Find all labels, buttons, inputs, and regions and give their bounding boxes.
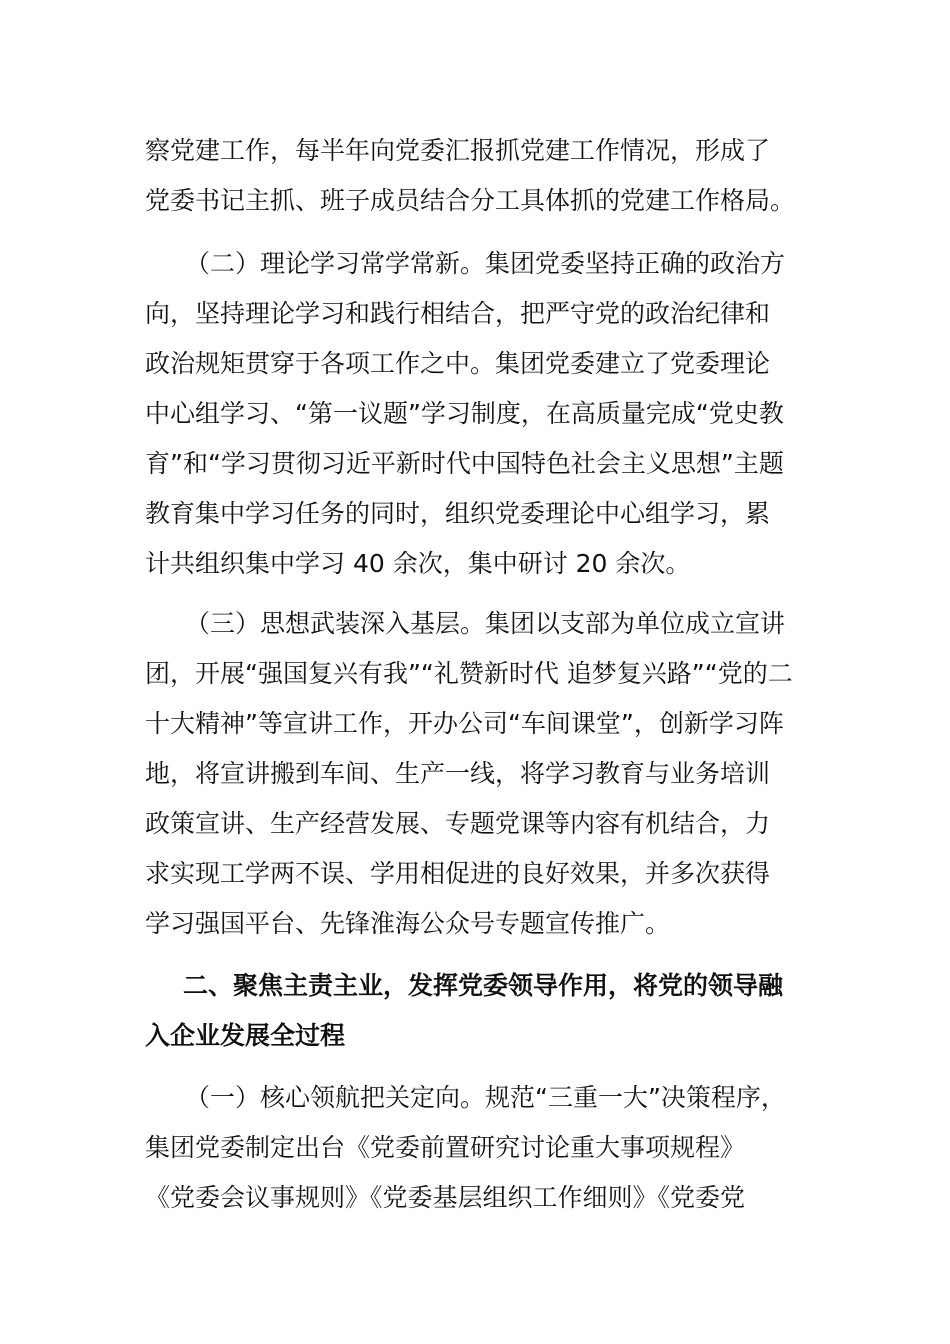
body-text-line: 教育集中学习任务的同时，组织党委理论中心组学习，累	[145, 499, 771, 528]
body-text-line: 集团党委制定出台《党委前置研究讨论重大事项规程》	[145, 1133, 746, 1162]
body-text-line: 育”和“学习贯彻习近平新时代中国特色社会主义思想”主题	[145, 449, 784, 478]
body-text-line: 政策宣讲、生产经营发展、专题党课等内容有机结合，力	[145, 809, 771, 838]
paragraph-start-line: （一）核心领航把关定向。规范“三重一大”决策程序，	[185, 1083, 786, 1112]
body-text-line: 中心组学习、“第一议题”学习制度，在高质量完成“党史教	[145, 399, 784, 428]
body-text-line: 向，坚持理论学习和践行相结合，把严守党的政治纪律和	[145, 299, 771, 328]
body-text-line: 求实现工学两不误、学用相促进的良好效果，并多次获得	[145, 859, 771, 888]
section-heading-line: 入企业发展全过程	[145, 1021, 346, 1050]
section-heading-line: 二、聚焦主责主业，发挥党委领导作用，将党的领导融	[183, 971, 784, 1000]
body-text-line: 政治规矩贯穿于各项工作之中。集团党委建立了党委理论	[145, 349, 771, 378]
body-text-line: 地，将宣讲搬到车间、生产一线，将学习教育与业务培训	[145, 759, 771, 788]
paragraph-start-line: （二）理论学习常学常新。集团党委坚持正确的政治方	[185, 249, 786, 278]
body-text-line: 十大精神”等宣讲工作，开办公司“车间课堂”，创新学习阵	[145, 709, 784, 738]
body-text-line: 党委书记主抓、班子成员结合分工具体抓的党建工作格局。	[145, 186, 796, 215]
body-text-line: 学习强国平台、先锋淮海公众号专题宣传推广。	[145, 909, 671, 938]
paragraph-start-line: （三）思想武装深入基层。集团以支部为单位成立宣讲	[185, 609, 786, 638]
body-text-line: 团，开展“强国复兴有我”“礼赞新时代 追梦复兴路”“党的二	[145, 659, 793, 688]
body-text-line: 计共组织集中学习 40 余次，集中研讨 20 余次。	[145, 549, 691, 578]
body-text-line: 《党委会议事规则》《党委基层组织工作细则》《党委党	[145, 1183, 746, 1212]
body-text-line: 察党建工作，每半年向党委汇报抓党建工作情况，形成了	[145, 136, 771, 165]
